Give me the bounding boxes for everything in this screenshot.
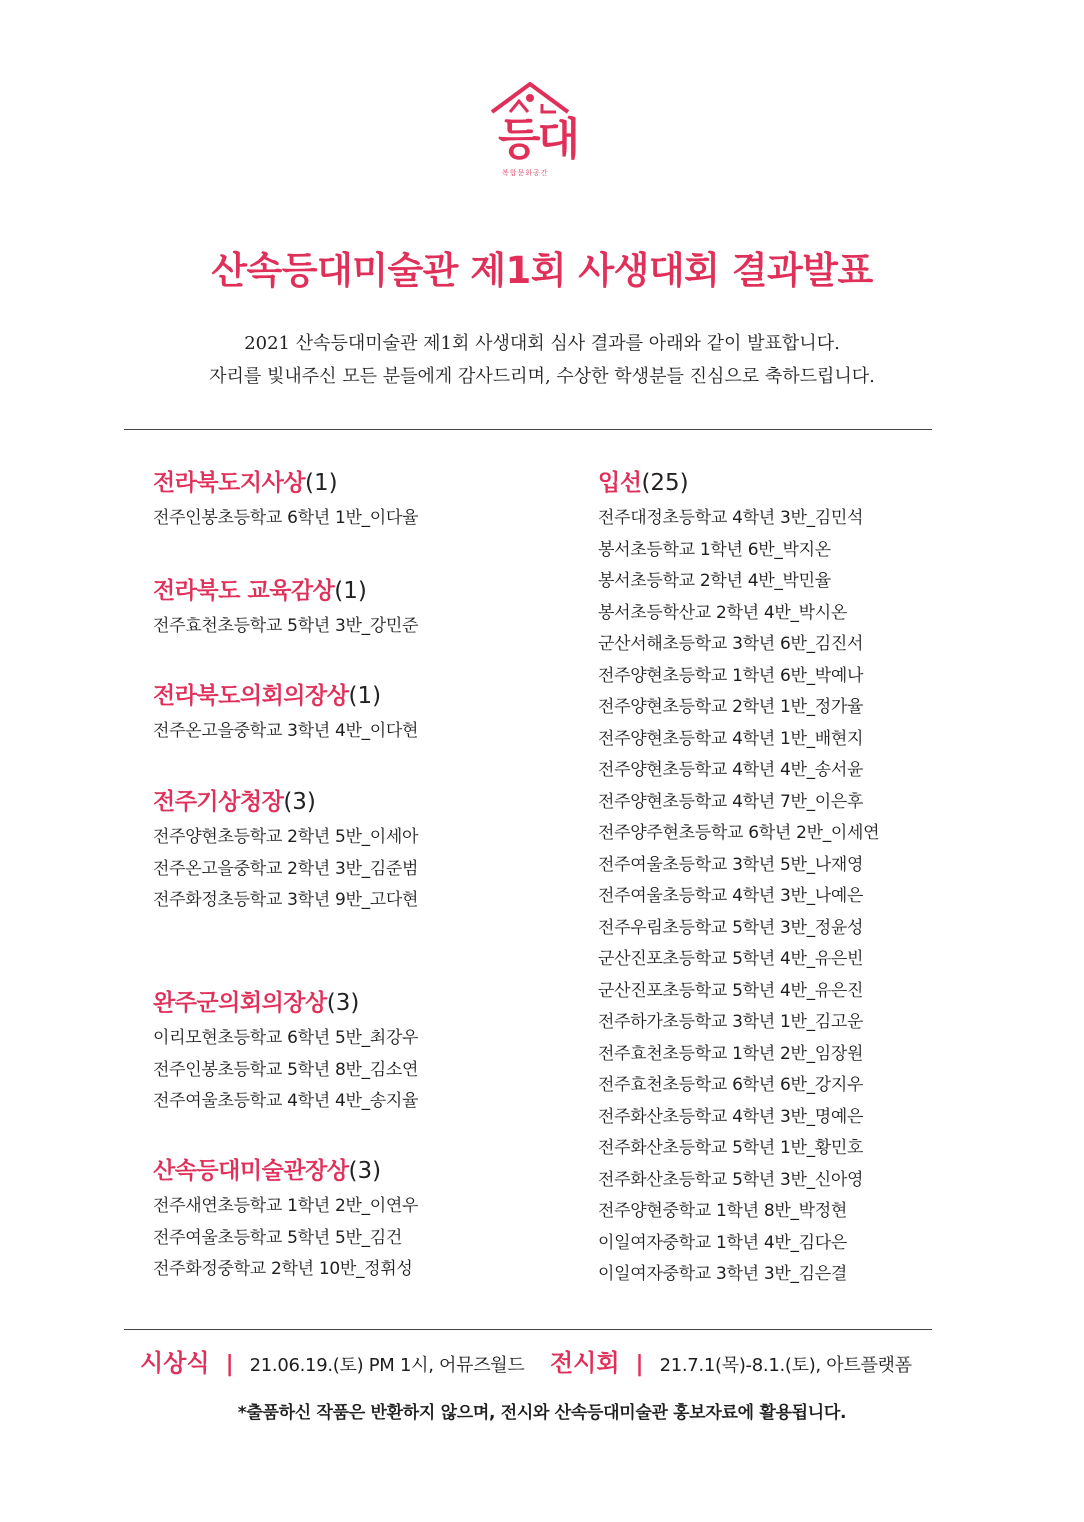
list-item: 전주온고을중학교 2학년 3반_김준범 [153, 858, 419, 879]
list-item: 전주화산초등학교 4학년 3반_명예은 [598, 1106, 864, 1127]
award-count: (1) [305, 470, 338, 496]
list-item: 전주온고을중학교 3학년 4반_이다현 [153, 721, 419, 741]
list-item: 전주여울초등학교 4학년 4반_송지율 [153, 1091, 419, 1111]
award-count: (25) [641, 470, 689, 496]
award-count: (3) [326, 990, 360, 1016]
list-item: 이리모현초등학교 6학년 5반_최강우 [153, 1028, 419, 1048]
list-item: 전주화산초등학교 5학년 1반_황민호 [598, 1138, 864, 1158]
award-count: (3) [348, 1158, 382, 1184]
list-item: 전주화산초등학교 5학년 3반_신아영 [598, 1169, 864, 1190]
award-title: 전라북도의회의장상 [153, 683, 349, 709]
list-item: 전주양현초등학교 4학년 4반_송서윤 [598, 760, 864, 780]
footnote: *출품하신 작품은 반환하지 않으며, 전시와 산속등대미술관 홍보자료에 활용됩니다. [237, 1403, 847, 1423]
list-item: 전주효천초등학교 1학년 2반_임장원 [598, 1043, 864, 1064]
separator: | [635, 1352, 644, 1377]
list-item: 전주인봉초등학교 5학년 8반_김소연 [153, 1059, 419, 1080]
list-item: 전주양현초등학교 1학년 6반_박예나 [598, 665, 864, 686]
list-item: 봉서초등학교 1학년 6반_박지온 [598, 539, 831, 560]
award-superintendent [153, 575, 418, 643]
intro-line: 자리를 빛내주신 모든 분들에게 감사드리며, 수상한 학생분들 진심으로 축하드립니다. [209, 366, 875, 387]
ceremony-value: 21.06.19.(토) PM 1시, 어뮤즈월드 [249, 1355, 525, 1376]
list-item: 전주하가초등학교 3학년 1반_김고운 [598, 1012, 864, 1032]
award-title: 완주군의회의장상 [153, 990, 327, 1016]
list-item: 전주여울초등학교 5학년 5반_김건 [153, 1227, 403, 1248]
logo-text: 등대 [498, 114, 578, 165]
list-item: 전주양현초등학교 4학년 7반_이은후 [598, 791, 864, 812]
list-item: 전주새연초등학교 1학년 2반_이연우 [153, 1196, 419, 1216]
exhibit-label: 전시회 [549, 1349, 620, 1377]
award-wanju-council [153, 987, 418, 1118]
list-item: 이일여자중학교 1학년 4반_김다은 [598, 1232, 848, 1253]
list-item: 봉서초등학교 2학년 4반_박민율 [598, 571, 831, 591]
award-count: (3) [283, 789, 316, 815]
award-title: 산속등대미술관장상 [153, 1158, 349, 1184]
logo-subtext: 복합문화공간 [502, 169, 549, 177]
intro-line: 2021 산속등대미술관 제1회 사생대회 심사 결과를 아래와 같이 발표합니다. [244, 333, 840, 354]
logo [484, 82, 584, 182]
list-item: 군산서해초등학교 3학년 6반_김진서 [598, 634, 864, 654]
list-item: 전주여울초등학교 4학년 3반_나예은 [598, 886, 864, 906]
list-item: 군산진포초등학교 5학년 4반_유은진 [598, 980, 864, 1001]
award-weather-office [153, 786, 418, 917]
separator: | [225, 1352, 234, 1377]
list-item: 전주효천초등학교 5학년 3반_강민준 [153, 616, 419, 636]
list-item: 전주화정초등학교 3학년 9반_고다현 [153, 890, 419, 910]
ceremony-label: 시상식 [140, 1349, 210, 1377]
list-item: 전주대정초등학교 4학년 3반_김민석 [598, 508, 864, 528]
list-item: 군산진포초등학교 5학년 4반_유은빈 [598, 949, 864, 969]
list-item: 전주양현초등학교 2학년 1반_정가율 [598, 697, 864, 717]
list-item: 전주양주현초등학교 6학년 2반_이세연 [598, 823, 880, 843]
divider-top [124, 429, 932, 430]
list-item: 전주여울초등학교 3학년 5반_나재영 [598, 854, 864, 875]
list-item: 이일여자중학교 3학년 3반_김은결 [598, 1264, 848, 1284]
award-title: 전라북도지사상 [153, 470, 306, 496]
divider-bottom [124, 1329, 932, 1330]
list-item: 전주우림초등학교 5학년 3반_정윤성 [598, 917, 864, 938]
award-title: 전주기상청장 [153, 789, 284, 815]
event-info [140, 1346, 940, 1383]
award-count: (1) [348, 683, 382, 709]
exhibit-value: 21.7.1(목)-8.1.(토), 아트플랫폼 [659, 1355, 912, 1376]
award-title: 입선 [598, 470, 642, 496]
list-item: 전주인봉초등학교 6학년 1반_이다율 [153, 508, 419, 528]
award-museum-director [153, 1155, 418, 1286]
award-count: (1) [334, 578, 367, 604]
list-item: 전주양현초등학교 2학년 5반_이세아 [153, 827, 419, 847]
award-title: 전라북도 교육감상 [153, 578, 335, 604]
list-item: 전주양현초등학교 4학년 1반_배현지 [598, 728, 864, 749]
intro-text [0, 327, 1084, 393]
list-item: 봉서초등학산교 2학년 4반_박시온 [598, 602, 848, 623]
list-item: 전주효천초등학교 6학년 6반_강지우 [598, 1075, 864, 1095]
list-item: 전주화정중학교 2학년 10반_정휘성 [153, 1259, 413, 1279]
page-title: 산속등대미술관 제1회 사생대회 결과발표 [211, 249, 873, 292]
award-honorable-mention [598, 467, 879, 1291]
list-item: 전주양현중학교 1학년 8반_박정현 [598, 1201, 848, 1221]
award-provincial-council [153, 680, 418, 748]
award-governor [153, 467, 418, 535]
